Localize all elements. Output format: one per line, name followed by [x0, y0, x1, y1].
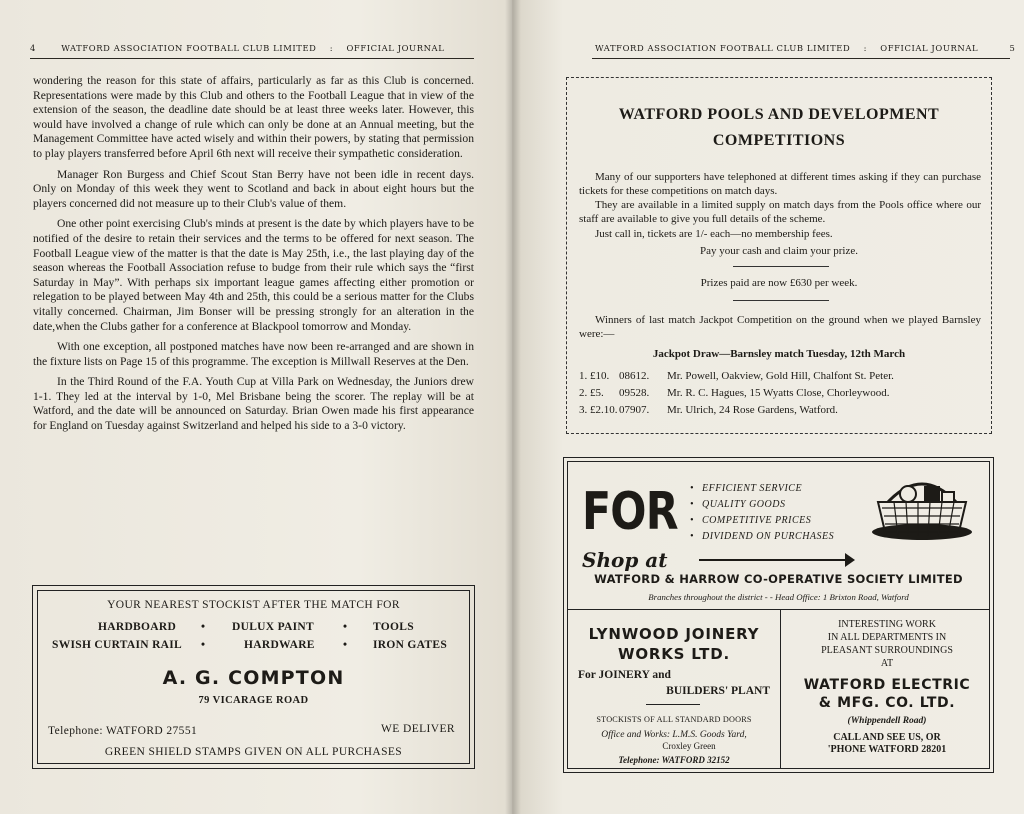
- winner-ticket: 09528.: [619, 387, 650, 399]
- product-item: SWISH CURTAIN RAIL: [52, 639, 183, 651]
- lynwood-office-line1: Office and Works: L.M.S. Goods Yard,: [601, 730, 747, 740]
- winner-name: Mr. Ulrich, 24 Rose Gardens, Watford.: [667, 404, 838, 416]
- compton-heading: YOUR NEAREST STOCKIST AFTER THE MATCH FOR: [107, 599, 400, 611]
- right-running-head: [595, 43, 1015, 53]
- product-item: HARDWARE: [244, 639, 315, 651]
- pools-divider: [733, 300, 829, 301]
- electric-line2: IN ALL DEPARTMENTS IN: [827, 632, 947, 643]
- header-separator: :: [863, 43, 867, 53]
- lynwood-divider: [646, 704, 700, 705]
- pools-winners-intro: Winners of last match Jackpot Competition on the ground when we played Barnsley were:—: [579, 314, 981, 340]
- header-club: WATFORD ASSOCIATION FOOTBALL CLUB LIMITED: [595, 43, 851, 53]
- product-item: DULUX PAINT: [232, 621, 314, 633]
- pools-title-line2: COMPETITIONS: [712, 132, 846, 149]
- header-separator: :: [329, 43, 334, 53]
- product-bullet: •: [343, 621, 348, 633]
- pools-draw-title: Jackpot Draw—Barnsley match Tuesday, 12th March: [652, 348, 906, 360]
- electric-line1: INTERESTING WORK: [838, 619, 936, 630]
- product-item: TOOLS: [373, 621, 414, 633]
- compton-products: [46, 621, 461, 661]
- lynwood-office-line2: Croxley Green: [662, 741, 716, 751]
- article-paragraph: One other point exercising Club's minds at present is the date by which players have to be notified of the desire to retain their services and the terms to be offered for next season. The Football League view of the matter is that the date is May 25th, i.e., the last playing day of the season whereas the Football Association refuse to budge from their rule which says the “first Saturday in May”. With perhaps six important league games affecting either promotion or relegation to be played between May 4th and 25th, this could be a serious matter for the Clubs vitally concerned. Chairman, Jim Bonser will be pressing strongly for an alteration in the date,when the Clubs gather for a conference at Blackpool tomorrow and Monday.: [33, 217, 474, 333]
- winner-ticket: 08612.: [619, 370, 650, 382]
- watford-electric-advert: [781, 609, 993, 771]
- electric-name-line2: & MFG. CO. LTD.: [818, 695, 956, 711]
- compton-stamps: GREEN SHIELD STAMPS GIVEN ON ALL PURCHASES: [104, 746, 403, 758]
- electric-call-line1: CALL AND SEE US, OR: [833, 732, 941, 743]
- page-number: 4: [30, 43, 36, 53]
- product-bullet: •: [343, 639, 348, 651]
- pools-title-line1: WATFORD POOLS AND DEVELOPMENT: [618, 106, 940, 123]
- bullet-item: EFFICIENT SERVICE: [702, 483, 803, 494]
- bullet-item: DIVIDEND ON PURCHASES: [702, 531, 835, 542]
- arrow-right-icon: [699, 559, 847, 561]
- coop-society-name: WATFORD & HARROW CO-OPERATIVE SOCIETY LIMITED: [594, 572, 963, 586]
- electric-line3: PLEASANT SURROUNDINGS: [821, 645, 953, 656]
- header-journal: OFFICIAL JOURNAL: [880, 43, 979, 53]
- product-bullet: •: [201, 639, 206, 651]
- lynwood-name-line2: WORKS LTD.: [618, 645, 730, 663]
- compton-address: 79 VICARAGE ROAD: [198, 695, 309, 706]
- pools-divider: [733, 266, 829, 267]
- article-paragraph: In the Third Round of the F.A. Youth Cup at Villa Park on Wednesday, the Juniors drew 1-1. They led at the interval by 1-0, Mel Brisbane being the scorer. The replay will be at Watford, and the date will be announced on Saturday. Brian Owen made his first appearance for England on Tuesday against Switzerland and helped his side to a 3-0 victory.: [33, 375, 474, 433]
- pools-paragraph: Many of our supporters have telephoned at different times asking if they can purchase tickets for these competitions on match days.: [579, 171, 981, 197]
- header-journal: OFFICIAL JOURNAL: [346, 43, 445, 53]
- lynwood-stockists: STOCKISTS OF ALL STANDARD DOORS: [596, 715, 752, 724]
- winner-place: 3. £2.10.: [579, 404, 618, 416]
- compton-advert-border: [37, 590, 470, 764]
- lynwood-for-line2: BUILDERS' PLANT: [666, 685, 770, 697]
- page-number: 5: [1009, 43, 1016, 53]
- winner-place: 2. £5.: [579, 387, 604, 399]
- header-club: WATFORD ASSOCIATION FOOTBALL CLUB LIMITED: [61, 43, 317, 53]
- book-gutter: [505, 0, 521, 814]
- winner-name: Mr. Powell, Oakview, Gold Hill, Chalfont St. Peter.: [667, 370, 894, 382]
- bullet-dot: •: [690, 515, 695, 526]
- compton-delivery: WE DELIVER: [381, 723, 455, 735]
- electric-call-line2: 'PHONE WATFORD 28201: [827, 744, 947, 755]
- coop-branches: Branches throughout the district - - Head Office: 1 Brixton Road, Watford: [648, 592, 909, 602]
- header-rule: [30, 58, 474, 59]
- compton-telephone: Telephone: WATFORD 27551: [48, 725, 198, 737]
- article-paragraph: With one exception, all postponed matches have now been re-arranged and are shown in the fixture lists on Page 15 of this programme. The exception is Millwall Reserves at the Den.: [33, 340, 474, 368]
- winners-list: [579, 370, 983, 420]
- left-running-head: [30, 43, 444, 53]
- shopping-basket-icon: [868, 472, 976, 548]
- arrow-head-icon: [845, 553, 855, 567]
- article-paragraph: Manager Ron Burgess and Chief Scout Stan Berry have not been idle in recent days. Only on Monday of this week they went to Scotland and back in about eight hours but the players concerned did not measure up to their Club's value of them.: [33, 167, 474, 210]
- electric-road: (Whippendell Road): [847, 716, 927, 726]
- pools-prizes: Prizes paid are now £630 per week.: [700, 277, 858, 289]
- product-item: IRON GATES: [373, 639, 448, 651]
- electric-name-line1: WATFORD ELECTRIC: [803, 677, 971, 693]
- winner-ticket: 07907.: [619, 404, 650, 416]
- lynwood-telephone: Telephone: WATFORD 32152: [618, 755, 730, 765]
- shop-at-label: Shop at: [582, 548, 668, 572]
- bullet-dot: •: [690, 531, 695, 542]
- for-heading: FOR: [582, 482, 678, 542]
- lynwood-for-line1: For JOINERY and: [578, 669, 671, 681]
- coop-advert-border: [567, 461, 990, 769]
- product-item: HARDBOARD: [98, 621, 177, 633]
- compton-advert: [32, 585, 475, 769]
- bullet-dot: •: [690, 483, 695, 494]
- bullet-item: QUALITY GOODS: [702, 499, 786, 510]
- compton-name: A. G. COMPTON: [162, 667, 345, 689]
- lynwood-name-line1: LYNWOOD JOINERY: [588, 625, 760, 643]
- pools-notice: [566, 77, 992, 434]
- electric-line4: AT: [880, 658, 894, 669]
- pools-paragraph: Pay your cash and claim your prize.: [700, 245, 858, 257]
- lynwood-advert: [568, 609, 780, 771]
- winner-name: Mr. R. C. Hagues, 15 Wyatts Close, Chorleywood.: [667, 387, 890, 399]
- bullet-item: COMPETITIVE PRICES: [702, 515, 812, 526]
- winner-place: 1. £10.: [579, 370, 610, 382]
- bullet-dot: •: [690, 499, 695, 510]
- pools-paragraph: They are available in a limited supply on match days from the Pools office where our staff are available to give you full details of the scheme.: [579, 199, 981, 225]
- header-rule: [592, 58, 1010, 59]
- coop-advert: [563, 457, 994, 773]
- pools-paragraph: Just call in, tickets are 1/- each—no membership fees.: [595, 228, 833, 240]
- article-paragraph: wondering the reason for this state of affairs, particularly as far as this Club is concerned. Representations were made by this Club and others to the Football League that in view of the extension of the season, the deadline date should be at least three weeks later. However, this would have involved a change of rule which can only be done at an Annual meeting, but the Management Committee have acted wisely and within their powers, by stating that permission to play players transferred before April 6th next will receive their sympathetic consideration.: [33, 74, 474, 160]
- product-bullet: •: [201, 621, 206, 633]
- article-text: [33, 74, 474, 440]
